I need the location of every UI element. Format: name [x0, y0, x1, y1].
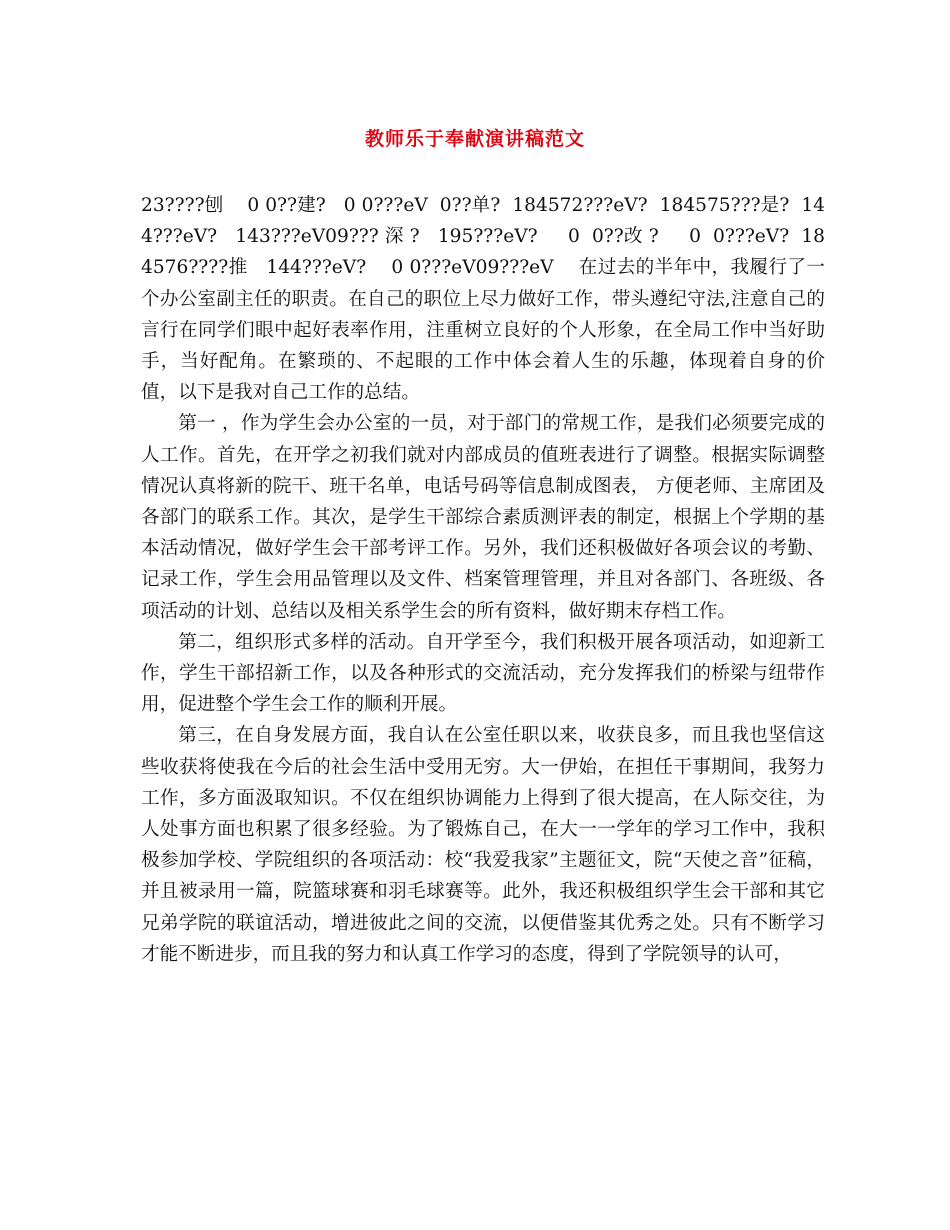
garbled-prefix-text: 23????刨 0 0??建? 0 0???eV 0??单? 184572???eV? 184575???是? 144???eV? 143???eV09??? 深 ? 195???eV? 0 0??改 ? 0 0???eV? 184576????推 144???eV? 0 0???eV09???eV: [141, 195, 825, 279]
paragraph-first: 第一 ，作为学生会办公室的一员，对于部门的常规工作，是我们必须要完成的人工作。首先，在开学之初我们就对内部成员的值班表进行了调整。根据实际调整情况认真将新的院干、班干名单，电话号码等信息制成图表， 方便老师、主席团及各部门的联系工作。其次，是学生干部综合素质测评表的制定，根据上个学期的基本活动情况，做好学生会干部考评工作。另外，我们还积极做好各项会议的考勤、记录工作，学生会用品管理以及文件、档案管理管理，并且对各部门、各班级、各项活动的计划、总结以及相关系学生会的所有资料，做好期末存档工作。: [141, 413, 825, 622]
paragraph-intro: [141, 190, 825, 408]
document-body: [141, 190, 825, 970]
paragraph-intro-text: 在过去的半年中，我履行了一个办公室副主任的职责。在自己的职位上尽力做好工作，带头遵纪守法,注意自己的言行在同学们眼中起好表率作用，注重树立良好的个人形象，在全局工作中当好助手，当好配角。在繁琐的、不起眼的工作中体会着人生的乐趣，体现着自身的价值，以下是我对自己工作的总结。: [141, 257, 825, 404]
paragraph-second: 第二，组织形式多样的活动。自开学至今，我们积极开展各项活动，如迎新工作，学生干部招新工作，以及各种形式的交流活动，充分发挥我们的桥梁与纽带作用，促进整个学生会工作的顺利开展。: [141, 631, 825, 716]
paragraph-third: 第三，在自身发展方面，我自认在公室任职以来，收获良多，而且我也坚信这些收获将使我在今后的社会生活中受用无穷。大一伊始，在担任干事期间，我努力工作，多方面汲取知识。不仅在组织协调能力上得到了很大提高，在人际交往，为人处事方面也积累了很多经验。为了锻炼自己，在大一一学年的学习工作中，我积极参加学校、学院组织的各项活动：校“我爱我家”主题征文，院“天使之音”征稿，并且被录用一篇，院篮球赛和羽毛球赛等。此外，我还积极组织学生会干部和其它兄弟学院的联谊活动，增进彼此之间的交流，以便借鉴其优秀之处。只有不断学习才能不断进步，而且我的努力和认真工作学习的态度，得到了学院领导的认可，: [141, 725, 825, 965]
document-title: 教师乐于奉献演讲稿范文: [364, 128, 585, 150]
